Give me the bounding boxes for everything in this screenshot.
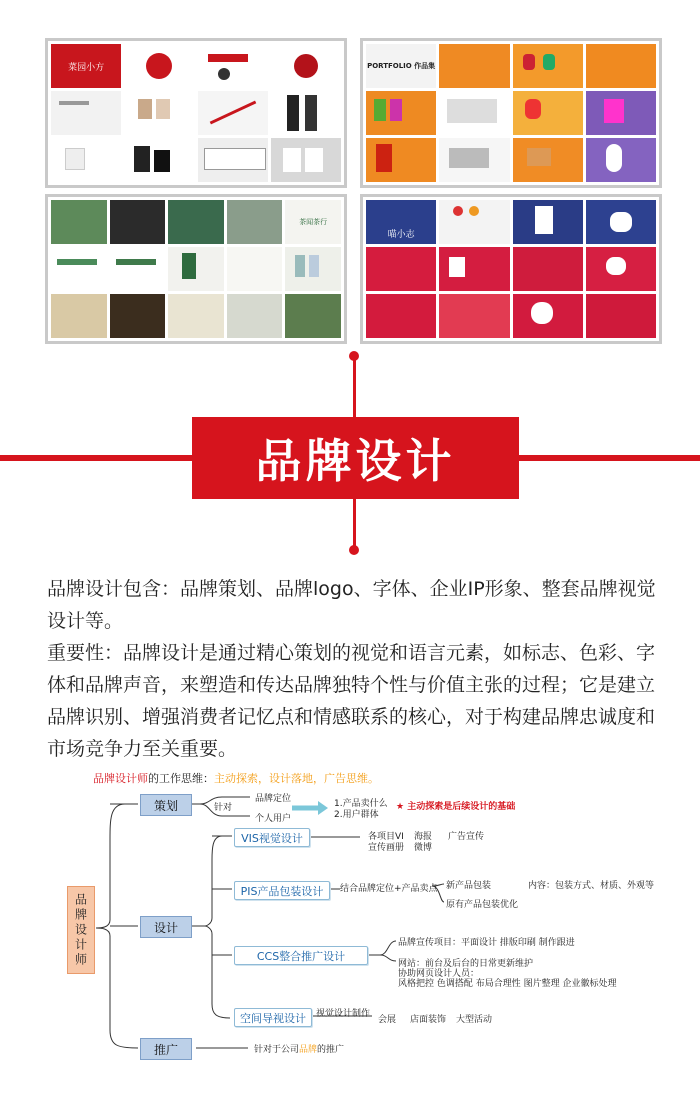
mindmap-title [93, 770, 379, 786]
thumb-book [439, 138, 509, 182]
vis-item-ads: 广告宣传 [448, 832, 485, 842]
thumb-stationery [51, 91, 121, 135]
thumb-chars-2 [513, 91, 583, 135]
portfolio-panel-ip-portfolio [360, 38, 662, 188]
thumb-tea-boxes [51, 294, 107, 338]
pis-old-packaging: 原有产品包装优化 [446, 900, 519, 910]
thumb-tea-bottles [285, 247, 341, 291]
plan-personal-user: 个人用户 [255, 814, 292, 824]
thumb-cat-red-8 [586, 294, 656, 338]
thumb-tea-field [51, 200, 107, 244]
thumb-cat-face [586, 200, 656, 244]
ccs-line-4: 风格把控 色调搭配 布局合理性 图片整理 企业徽标处理 [398, 979, 617, 989]
thumb-tea-brand [285, 200, 341, 244]
importance-paragraph: 重要性：品牌设计是通过精心策划的视觉和语言元素，如标志、色彩、字体和品牌声音，来塑造和传达品牌独特个性与价值主张的过程；它是建立品牌识别、增强消费者记忆点和情感联系的核心，对于构建品牌忠诚度和市场竞争力至关重要。 [47, 642, 656, 760]
thumb-tea-poster [168, 294, 224, 338]
thumb-uniforms [271, 91, 341, 135]
cover-title: 喵小志 [387, 230, 415, 240]
thumb-figure [586, 138, 656, 182]
cover-title: 茶闻茶行 [299, 218, 328, 226]
mindmap-title-highlight: 主动探索，设计落地，广告思维。 [214, 772, 379, 785]
pis-combine: 结合品牌定位+产品卖点 [340, 884, 438, 894]
promo-prefix: 针对于公司 [254, 1045, 300, 1055]
cover-title: 菜园小方 [68, 62, 105, 73]
thumb-cat-cover [366, 200, 436, 244]
portfolio-panel-food-brand [45, 38, 347, 188]
portfolio-panel-cat-ip [360, 194, 662, 344]
divider-vertical-bottom [353, 498, 356, 550]
thumb-product [586, 91, 656, 135]
thumb-tea-cup [110, 200, 166, 244]
thumb-tea-mountain [227, 200, 283, 244]
thumb-seal [271, 44, 341, 88]
intro-paragraph: 品牌设计包含：品牌策划、品牌logo、字体、企业IP形象、整套品牌视觉设计等。 [47, 578, 656, 632]
branch-plan: 策划 [140, 794, 192, 816]
thumb-logo [124, 44, 194, 88]
thumb-orange-1 [439, 44, 509, 88]
thumb-cat-red-1 [366, 247, 436, 291]
thumb-posters [366, 91, 436, 135]
thumb-orange-2 [586, 44, 656, 88]
vis-item-vi: 各项目VI [368, 832, 404, 842]
plan-positioning: 品牌定位 [255, 794, 292, 804]
thumb-portfolio-cover [366, 44, 436, 88]
thumb-pen [198, 91, 268, 135]
thumb-box [513, 138, 583, 182]
mindmap-title-prefix: 品牌设计师 [93, 772, 148, 785]
divider-vertical-top [353, 354, 356, 418]
thumb-tea-dark [110, 294, 166, 338]
branch-design: 设计 [140, 916, 192, 938]
thumb-cat-props [439, 200, 509, 244]
mindmap-title-mid: 的工作思维： [148, 772, 214, 785]
plan-question-2: 2.用户群体 [334, 810, 379, 820]
branch-promo: 推广 [140, 1038, 192, 1060]
thumb-sign [198, 138, 268, 182]
thumb-cat-red-3 [513, 247, 583, 291]
vis-item-weibo: 微博 [414, 843, 433, 853]
divider-dot-bottom [349, 545, 359, 555]
thumb-tea-icons [227, 247, 283, 291]
thumb-tea-type [51, 247, 107, 291]
ccs-line-2: 网站：前台及后台的日常更新维护 [398, 959, 534, 969]
ccs-line-3: 协助网页设计人员： [398, 969, 480, 979]
ccs-node: CCS整合推广设计 [234, 946, 368, 965]
promo-note [254, 1042, 344, 1055]
thumb-cat-red-5 [366, 294, 436, 338]
space-node: 空间导视设计 [234, 1008, 312, 1027]
vis-item-brochure: 宣传画册 [368, 843, 405, 853]
promo-suffix: 的推广 [317, 1045, 345, 1055]
thumb-cards [124, 138, 194, 182]
portfolio-panel-tea-brand [45, 194, 347, 344]
thumb-tea-cans [227, 294, 283, 338]
space-item-event: 大型活动 [456, 1015, 493, 1025]
thumb-cat-poster [513, 200, 583, 244]
pis-new-packaging: 新产品包装 [446, 881, 492, 891]
mindmap-center-node: 品牌设计师 [67, 886, 95, 974]
ccs-line-1: 品牌宣传项目：平面设计 排版印刷 制作跟进 [398, 938, 575, 948]
pis-node: PIS产品包装设计 [234, 881, 330, 900]
thumb-pages [439, 91, 509, 135]
thumb-tea-logo [168, 200, 224, 244]
thumb-cover [51, 44, 121, 88]
thumb-cups [51, 138, 121, 182]
space-item-store: 店面装饰 [410, 1015, 447, 1025]
thumb-tea-pack [168, 247, 224, 291]
thumb-tea-gift [285, 294, 341, 338]
space-visual: 视觉设计制作 [316, 1009, 371, 1019]
thumb-bags [124, 91, 194, 135]
thumb-cat-red-4 [586, 247, 656, 291]
thumb-cat-red-6 [439, 294, 509, 338]
space-item-expo: 会展 [378, 1015, 397, 1025]
thumb-cat-red-7 [513, 294, 583, 338]
vis-item-poster: 海报 [414, 832, 433, 842]
thumb-characters [513, 44, 583, 88]
section-banner [192, 417, 519, 499]
thumb-cat-red-2 [439, 247, 509, 291]
divider-dot-top [349, 351, 359, 361]
vis-node: VIS视觉设计 [234, 828, 310, 847]
plan-question-1: 1.产品卖什么 [334, 799, 388, 809]
thumb-paper-cups [271, 138, 341, 182]
section-title: 品牌设计 [255, 434, 456, 488]
promo-highlight: 品牌 [299, 1045, 318, 1055]
pis-content: 内容：包装方式、材质、外观等 [528, 881, 655, 891]
plan-star-note: ★ 主动探索是后续设计的基础 [396, 802, 516, 812]
thumb-tea-type-2 [110, 247, 166, 291]
thumb-logo-variants [198, 44, 268, 88]
thumb-red-poster [366, 138, 436, 182]
cover-title: PORTFOLIO 作品集 [367, 62, 436, 70]
plan-target-label: 针对 [214, 803, 233, 813]
